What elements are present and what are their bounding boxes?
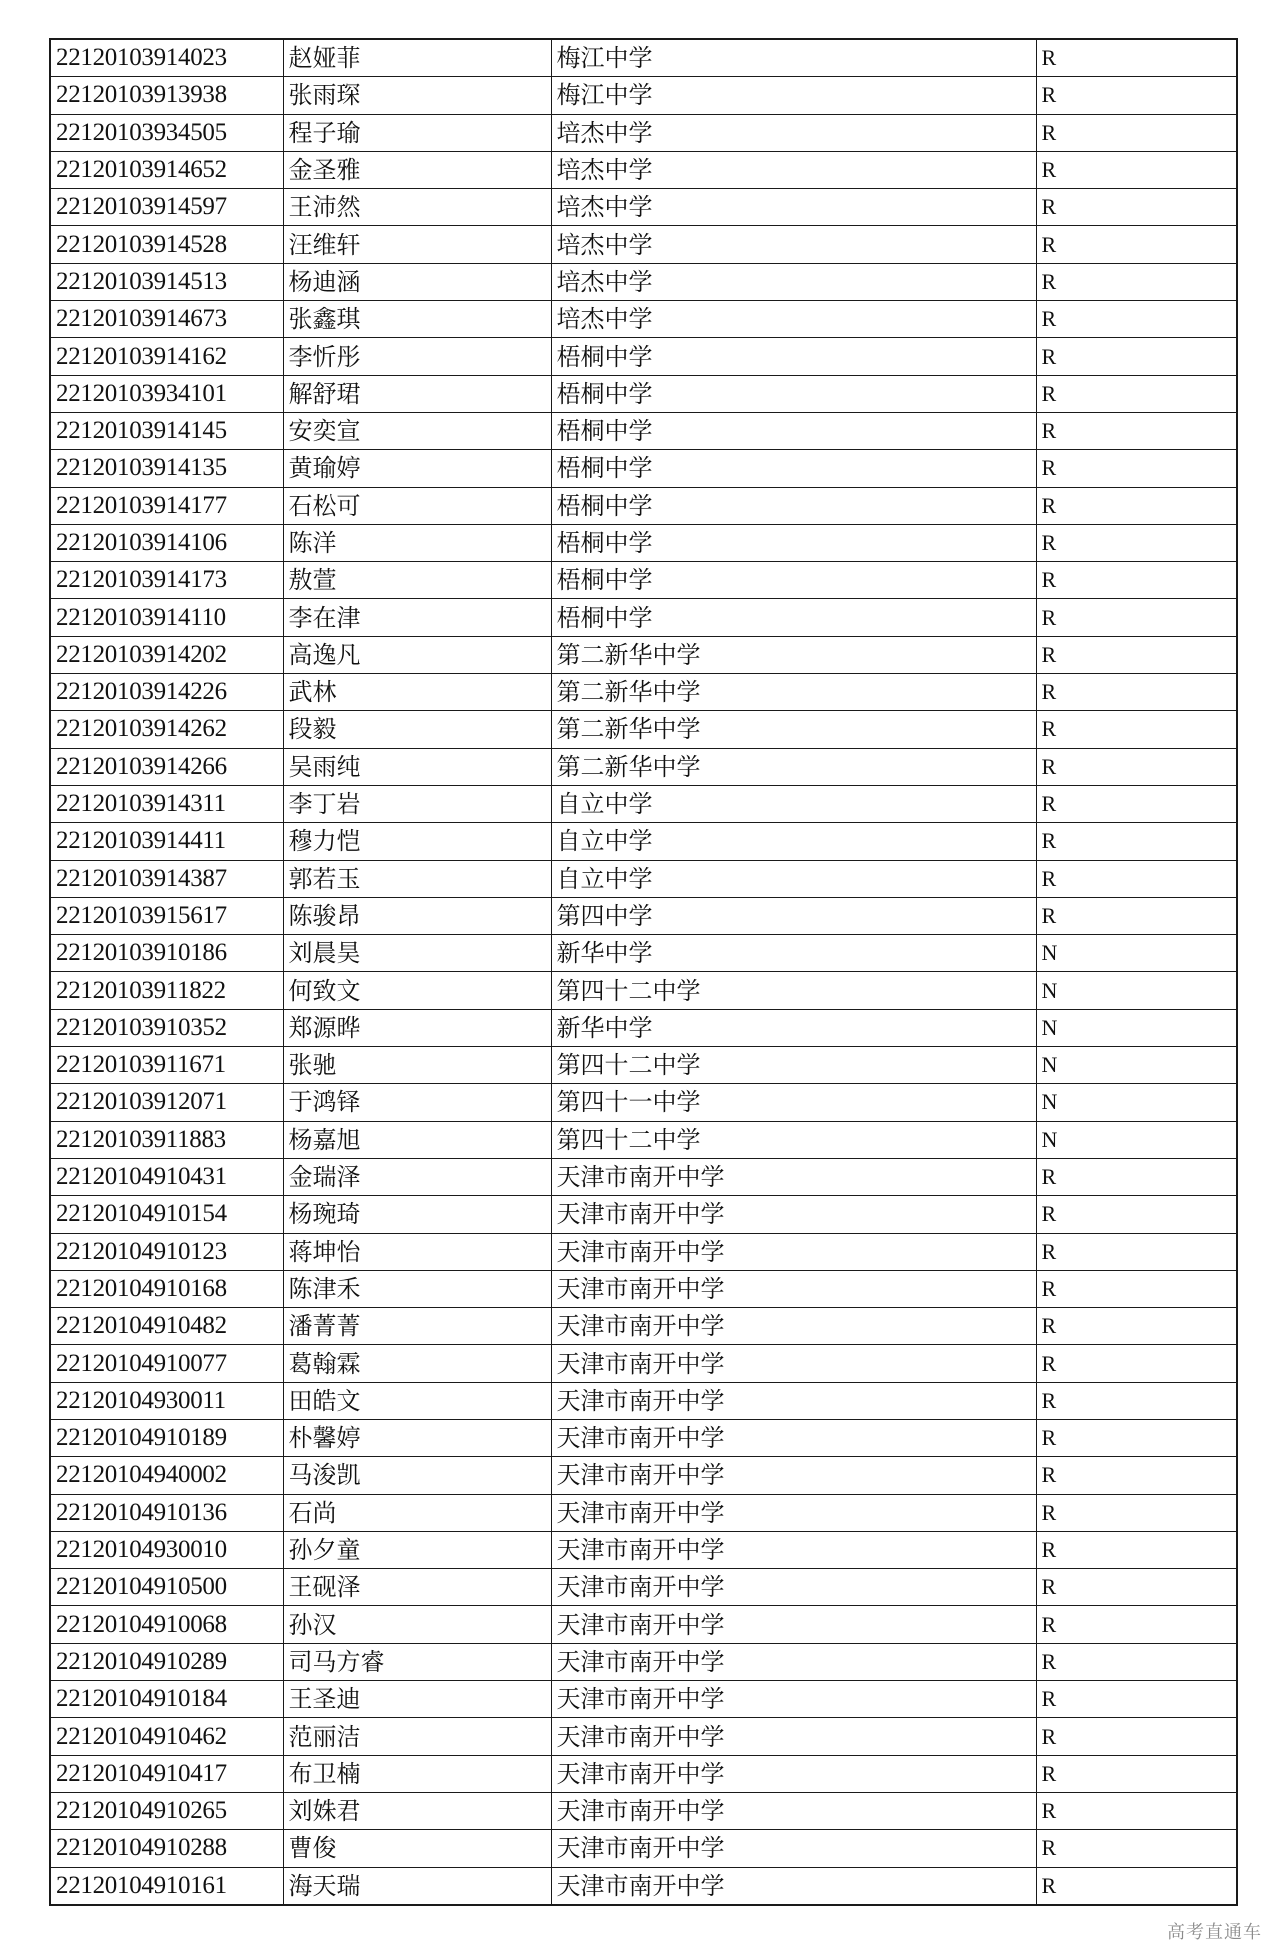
category-cell: R [1036, 39, 1237, 77]
exam-number-cell: 22120104910068 [50, 1606, 283, 1643]
table-row [50, 1531, 1237, 1568]
exam-number-cell: 22120104910123 [50, 1233, 283, 1270]
exam-number-cell: 22120104910077 [50, 1345, 283, 1382]
student-name-cell: 田皓文 [283, 1382, 551, 1419]
school-cell: 梅江中学 [551, 39, 1036, 77]
category-cell: R [1036, 524, 1237, 561]
school-cell: 培杰中学 [551, 114, 1036, 151]
student-name-cell: 陈骏昂 [283, 897, 551, 934]
exam-number-cell: 22120103914411 [50, 823, 283, 860]
table-body [50, 39, 1237, 1905]
school-cell: 天津市南开中学 [551, 1718, 1036, 1755]
category-cell: R [1036, 189, 1237, 226]
student-name-cell: 张雨琛 [283, 77, 551, 114]
exam-number-cell: 22120104910482 [50, 1308, 283, 1345]
category-cell: R [1036, 748, 1237, 785]
student-name-cell: 金瑞泽 [283, 1158, 551, 1195]
category-cell: R [1036, 263, 1237, 300]
school-cell: 第二新华中学 [551, 674, 1036, 711]
exam-number-cell: 22120103911822 [50, 972, 283, 1009]
school-cell: 天津市南开中学 [551, 1382, 1036, 1419]
student-name-cell: 杨嘉旭 [283, 1121, 551, 1158]
table-row [50, 1196, 1237, 1233]
school-cell: 梧桐中学 [551, 562, 1036, 599]
category-cell: R [1036, 823, 1237, 860]
table-row [50, 1382, 1237, 1419]
category-cell: R [1036, 674, 1237, 711]
table-row [50, 1830, 1237, 1867]
table-row [50, 338, 1237, 375]
category-cell: N [1036, 1084, 1237, 1121]
school-cell: 天津市南开中学 [551, 1681, 1036, 1718]
exam-number-cell: 22120104910161 [50, 1867, 283, 1905]
table-row [50, 151, 1237, 188]
table-row [50, 189, 1237, 226]
table-row [50, 1345, 1237, 1382]
student-name-cell: 石松可 [283, 487, 551, 524]
exam-number-cell: 22120103914202 [50, 636, 283, 673]
exam-number-cell: 22120104910136 [50, 1494, 283, 1531]
student-name-cell: 敖萱 [283, 562, 551, 599]
school-cell: 天津市南开中学 [551, 1196, 1036, 1233]
category-cell: R [1036, 897, 1237, 934]
category-cell: R [1036, 301, 1237, 338]
school-cell: 天津市南开中学 [551, 1643, 1036, 1680]
table-row [50, 897, 1237, 934]
category-cell: N [1036, 972, 1237, 1009]
watermark-text: 高考直通车 [1167, 1922, 1262, 1943]
table-row [50, 1047, 1237, 1084]
student-name-cell: 王砚泽 [283, 1569, 551, 1606]
category-cell: R [1036, 1158, 1237, 1195]
exam-number-cell: 22120103914528 [50, 226, 283, 263]
table-row [50, 1681, 1237, 1718]
category-cell: R [1036, 1792, 1237, 1829]
table-row [50, 674, 1237, 711]
student-name-cell: 陈津禾 [283, 1270, 551, 1307]
exam-number-cell: 22120103910186 [50, 935, 283, 972]
school-cell: 自立中学 [551, 860, 1036, 897]
exam-number-cell: 22120103914145 [50, 412, 283, 449]
category-cell: R [1036, 412, 1237, 449]
exam-number-cell: 22120103914311 [50, 785, 283, 822]
school-cell: 梧桐中学 [551, 412, 1036, 449]
student-name-cell: 蒋坤怡 [283, 1233, 551, 1270]
table-row [50, 1158, 1237, 1195]
exam-number-cell: 22120103914597 [50, 189, 283, 226]
exam-number-cell: 22120103912071 [50, 1084, 283, 1121]
exam-number-cell: 22120103914106 [50, 524, 283, 561]
category-cell: R [1036, 1196, 1237, 1233]
student-name-cell: 武林 [283, 674, 551, 711]
table-row [50, 39, 1237, 77]
table-row [50, 1494, 1237, 1531]
exam-number-cell: 22120103911671 [50, 1047, 283, 1084]
student-name-cell: 高逸凡 [283, 636, 551, 673]
exam-number-cell: 22120103934101 [50, 375, 283, 412]
exam-number-cell: 22120104910462 [50, 1718, 283, 1755]
exam-number-cell: 22120104910189 [50, 1419, 283, 1456]
school-cell: 梧桐中学 [551, 450, 1036, 487]
school-cell: 第四十二中学 [551, 972, 1036, 1009]
category-cell: R [1036, 1457, 1237, 1494]
school-cell: 第四十一中学 [551, 1084, 1036, 1121]
exam-number-cell: 22120103914387 [50, 860, 283, 897]
category-cell: R [1036, 114, 1237, 151]
exam-number-cell: 22120104930011 [50, 1382, 283, 1419]
school-cell: 天津市南开中学 [551, 1830, 1036, 1867]
category-cell: R [1036, 1308, 1237, 1345]
student-name-cell: 段毅 [283, 711, 551, 748]
school-cell: 梧桐中学 [551, 338, 1036, 375]
exam-number-cell: 22120103914110 [50, 599, 283, 636]
exam-number-cell: 22120104940002 [50, 1457, 283, 1494]
category-cell: R [1036, 1233, 1237, 1270]
category-cell: R [1036, 636, 1237, 673]
student-name-cell: 刘晨昊 [283, 935, 551, 972]
table-row [50, 1009, 1237, 1046]
student-name-cell: 郭若玉 [283, 860, 551, 897]
category-cell: R [1036, 487, 1237, 524]
student-name-cell: 李忻彤 [283, 338, 551, 375]
category-cell: R [1036, 450, 1237, 487]
table-row [50, 1270, 1237, 1307]
table-row [50, 524, 1237, 561]
category-cell: R [1036, 1345, 1237, 1382]
school-cell: 培杰中学 [551, 263, 1036, 300]
student-name-cell: 张驰 [283, 1047, 551, 1084]
table-row [50, 450, 1237, 487]
table-row [50, 1457, 1237, 1494]
student-name-cell: 曹俊 [283, 1830, 551, 1867]
school-cell: 梧桐中学 [551, 524, 1036, 561]
student-name-cell: 程子瑜 [283, 114, 551, 151]
student-name-cell: 张鑫琪 [283, 301, 551, 338]
student-name-cell: 陈洋 [283, 524, 551, 561]
category-cell: R [1036, 375, 1237, 412]
school-cell: 天津市南开中学 [551, 1792, 1036, 1829]
student-name-cell: 汪维轩 [283, 226, 551, 263]
school-cell: 梅江中学 [551, 77, 1036, 114]
category-cell: N [1036, 1047, 1237, 1084]
exam-number-cell: 22120104910288 [50, 1830, 283, 1867]
student-name-cell: 朴馨婷 [283, 1419, 551, 1456]
exam-number-cell: 22120103914652 [50, 151, 283, 188]
exam-number-cell: 22120103914226 [50, 674, 283, 711]
table-row [50, 226, 1237, 263]
category-cell: R [1036, 1382, 1237, 1419]
category-cell: R [1036, 1643, 1237, 1680]
student-name-cell: 孙夕童 [283, 1531, 551, 1568]
exam-number-cell: 22120103914177 [50, 487, 283, 524]
category-cell: R [1036, 1531, 1237, 1568]
student-name-cell: 石尚 [283, 1494, 551, 1531]
table-row [50, 487, 1237, 524]
exam-number-cell: 22120103914162 [50, 338, 283, 375]
table-row [50, 1308, 1237, 1345]
student-name-cell: 王沛然 [283, 189, 551, 226]
table-row [50, 1084, 1237, 1121]
exam-number-cell: 22120103914135 [50, 450, 283, 487]
category-cell: R [1036, 562, 1237, 599]
category-cell: R [1036, 1569, 1237, 1606]
table-row [50, 412, 1237, 449]
category-cell: N [1036, 935, 1237, 972]
exam-number-cell: 22120103914262 [50, 711, 283, 748]
exam-number-cell: 22120104910154 [50, 1196, 283, 1233]
school-cell: 天津市南开中学 [551, 1531, 1036, 1568]
table-row [50, 1792, 1237, 1829]
school-cell: 新华中学 [551, 1009, 1036, 1046]
school-cell: 培杰中学 [551, 189, 1036, 226]
table-row [50, 599, 1237, 636]
school-cell: 培杰中学 [551, 151, 1036, 188]
student-name-cell: 葛翰霖 [283, 1345, 551, 1382]
table-row [50, 77, 1237, 114]
table-row [50, 860, 1237, 897]
student-name-cell: 赵娅菲 [283, 39, 551, 77]
category-cell: R [1036, 1419, 1237, 1456]
exam-number-cell: 22120104910417 [50, 1755, 283, 1792]
school-cell: 培杰中学 [551, 226, 1036, 263]
table-row [50, 1755, 1237, 1792]
school-cell: 天津市南开中学 [551, 1345, 1036, 1382]
school-cell: 天津市南开中学 [551, 1233, 1036, 1270]
student-name-cell: 穆力恺 [283, 823, 551, 860]
school-cell: 第四十二中学 [551, 1047, 1036, 1084]
table-row [50, 1121, 1237, 1158]
table-row [50, 823, 1237, 860]
category-cell: R [1036, 1606, 1237, 1643]
student-name-cell: 李丁岩 [283, 785, 551, 822]
category-cell: R [1036, 226, 1237, 263]
school-cell: 梧桐中学 [551, 375, 1036, 412]
category-cell: R [1036, 1270, 1237, 1307]
school-cell: 梧桐中学 [551, 487, 1036, 524]
exam-number-cell: 22120103915617 [50, 897, 283, 934]
student-name-cell: 海天瑞 [283, 1867, 551, 1905]
school-cell: 第四十二中学 [551, 1121, 1036, 1158]
school-cell: 天津市南开中学 [551, 1308, 1036, 1345]
exam-number-cell: 22120104910184 [50, 1681, 283, 1718]
student-name-cell: 杨迪涵 [283, 263, 551, 300]
school-cell: 梧桐中学 [551, 599, 1036, 636]
school-cell: 天津市南开中学 [551, 1270, 1036, 1307]
table-row [50, 972, 1237, 1009]
student-name-cell: 安奕宣 [283, 412, 551, 449]
table-row [50, 785, 1237, 822]
exam-number-cell: 22120103934505 [50, 114, 283, 151]
student-name-cell: 金圣雅 [283, 151, 551, 188]
category-cell: R [1036, 1830, 1237, 1867]
exam-number-cell: 22120104910500 [50, 1569, 283, 1606]
table-row [50, 1867, 1237, 1905]
exam-number-cell: 22120103914266 [50, 748, 283, 785]
category-cell: R [1036, 711, 1237, 748]
student-name-cell: 解舒珺 [283, 375, 551, 412]
school-cell: 第二新华中学 [551, 636, 1036, 673]
table-row [50, 711, 1237, 748]
category-cell: R [1036, 1718, 1237, 1755]
table-row [50, 263, 1237, 300]
student-name-cell: 郑源晔 [283, 1009, 551, 1046]
exam-number-cell: 22120104910289 [50, 1643, 283, 1680]
student-name-cell: 吴雨纯 [283, 748, 551, 785]
school-cell: 第二新华中学 [551, 748, 1036, 785]
table-row [50, 748, 1237, 785]
school-cell: 新华中学 [551, 935, 1036, 972]
table-row [50, 1419, 1237, 1456]
school-cell: 自立中学 [551, 823, 1036, 860]
category-cell: R [1036, 77, 1237, 114]
category-cell: R [1036, 338, 1237, 375]
student-name-cell: 潘菁菁 [283, 1308, 551, 1345]
school-cell: 天津市南开中学 [551, 1158, 1036, 1195]
table-row [50, 1233, 1237, 1270]
student-name-cell: 杨琬琦 [283, 1196, 551, 1233]
school-cell: 天津市南开中学 [551, 1606, 1036, 1643]
exam-number-cell: 22120104930010 [50, 1531, 283, 1568]
school-cell: 天津市南开中学 [551, 1569, 1036, 1606]
school-cell: 天津市南开中学 [551, 1755, 1036, 1792]
student-name-cell: 黄瑜婷 [283, 450, 551, 487]
category-cell: R [1036, 1681, 1237, 1718]
exam-number-cell: 22120103914513 [50, 263, 283, 300]
table-row [50, 1606, 1237, 1643]
student-name-cell: 刘姝君 [283, 1792, 551, 1829]
exam-number-cell: 22120103911883 [50, 1121, 283, 1158]
category-cell: N [1036, 1121, 1237, 1158]
category-cell: R [1036, 599, 1237, 636]
school-cell: 天津市南开中学 [551, 1867, 1036, 1905]
student-name-cell: 李在津 [283, 599, 551, 636]
student-name-cell: 王圣迪 [283, 1681, 551, 1718]
category-cell: R [1036, 1867, 1237, 1905]
student-name-cell: 马浚凯 [283, 1457, 551, 1494]
table-row [50, 562, 1237, 599]
table-row [50, 1643, 1237, 1680]
exam-number-cell: 22120103910352 [50, 1009, 283, 1046]
school-cell: 培杰中学 [551, 301, 1036, 338]
school-cell: 第四中学 [551, 897, 1036, 934]
student-name-cell: 何致文 [283, 972, 551, 1009]
school-cell: 自立中学 [551, 785, 1036, 822]
school-cell: 天津市南开中学 [551, 1457, 1036, 1494]
exam-number-cell: 22120103914023 [50, 39, 283, 77]
table-row [50, 375, 1237, 412]
student-name-cell: 布卫楠 [283, 1755, 551, 1792]
exam-number-cell: 22120103914173 [50, 562, 283, 599]
table-row [50, 114, 1237, 151]
exam-number-cell: 22120104910431 [50, 1158, 283, 1195]
student-list-table [49, 38, 1238, 1906]
table-row [50, 935, 1237, 972]
category-cell: R [1036, 1494, 1237, 1531]
category-cell: R [1036, 1755, 1237, 1792]
category-cell: R [1036, 860, 1237, 897]
category-cell: R [1036, 151, 1237, 188]
table-row [50, 301, 1237, 338]
school-cell: 第二新华中学 [551, 711, 1036, 748]
school-cell: 天津市南开中学 [551, 1494, 1036, 1531]
category-cell: N [1036, 1009, 1237, 1046]
exam-number-cell: 22120104910168 [50, 1270, 283, 1307]
student-name-cell: 范丽洁 [283, 1718, 551, 1755]
table-row [50, 1718, 1237, 1755]
exam-number-cell: 22120104910265 [50, 1792, 283, 1829]
category-cell: R [1036, 785, 1237, 822]
student-name-cell: 孙汉 [283, 1606, 551, 1643]
student-name-cell: 司马方睿 [283, 1643, 551, 1680]
exam-number-cell: 22120103914673 [50, 301, 283, 338]
exam-number-cell: 22120103913938 [50, 77, 283, 114]
table-row [50, 1569, 1237, 1606]
table-row [50, 636, 1237, 673]
school-cell: 天津市南开中学 [551, 1419, 1036, 1456]
student-name-cell: 于鸿铎 [283, 1084, 551, 1121]
